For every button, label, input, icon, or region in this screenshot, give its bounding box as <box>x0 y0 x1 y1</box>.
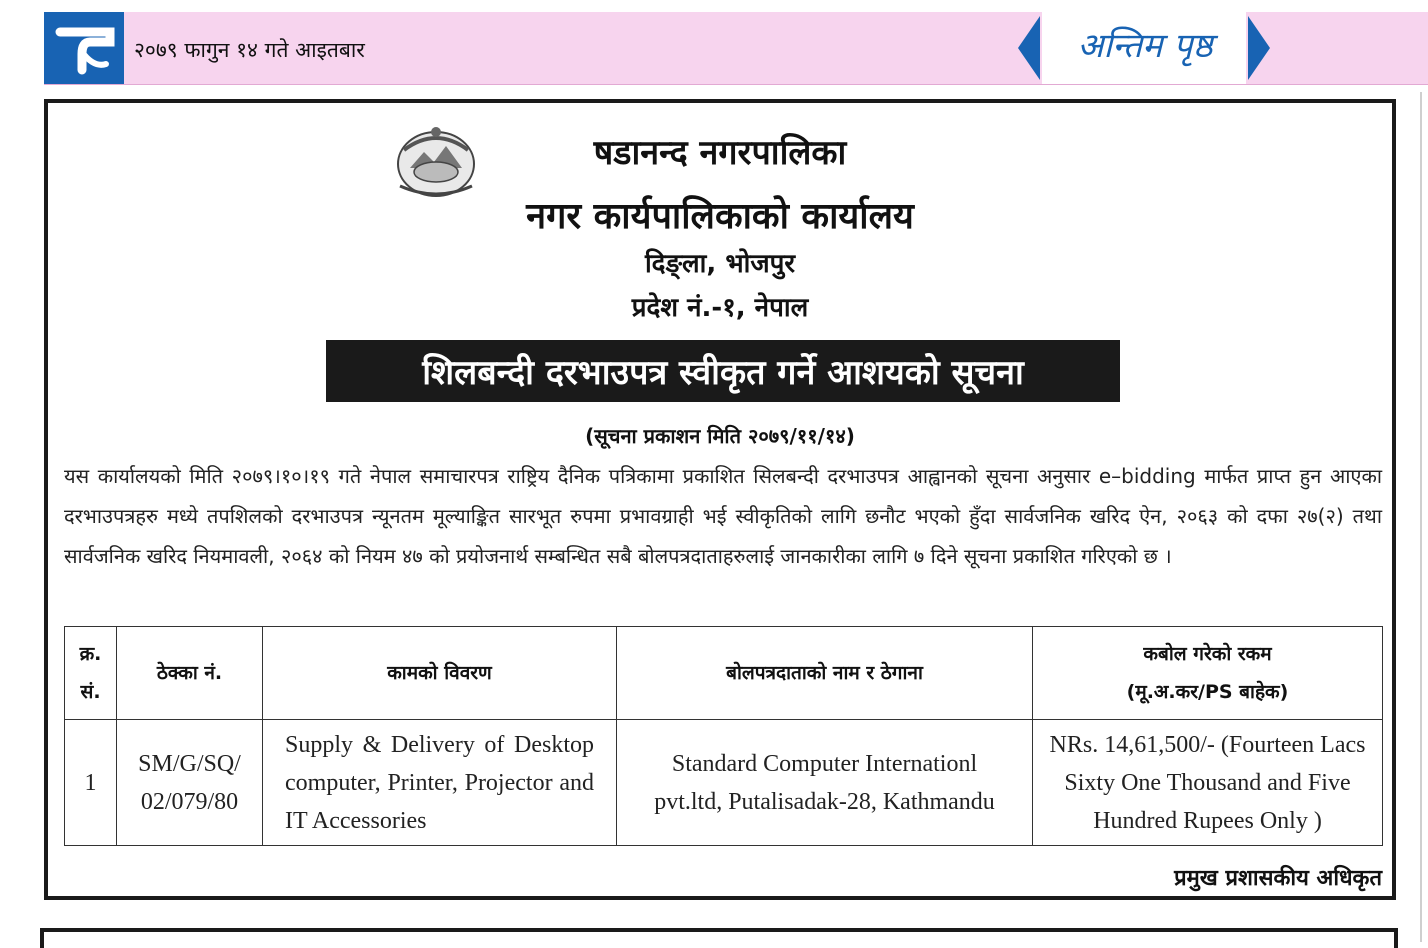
header-bidder: बोलपत्रदाताको नाम र ठेगाना <box>617 627 1033 720</box>
municipality-name: षडानन्द नगरपालिका <box>593 133 847 173</box>
cell-amount: NRs. 14,61,500/- (Fourteen Lacs Sixty One Thousand and Five Hundred Rupees Only ) <box>1033 720 1383 846</box>
column-rule <box>1420 92 1422 942</box>
table-row <box>65 720 1383 846</box>
header-work-description: कामको विवरण <box>263 627 617 720</box>
last-page-label: अन्तिम पृष्ठ <box>1077 26 1213 66</box>
cell-serial: 1 <box>65 720 117 846</box>
header-serial: क्र. सं. <box>65 627 117 720</box>
signature-title: प्रमुख प्रशासकीय अधिकृत <box>1174 866 1382 891</box>
header-amount: कबोल गरेको रकम (मू.अ.कर/PS बाहेक) <box>1033 627 1383 720</box>
header-date: २०७९ फागुन १४ गते आइतबार <box>134 38 365 62</box>
cell-work-description: Supply & Delivery of Desktop computer, Printer, Projector and IT Accessories <box>263 720 617 846</box>
next-notice-box <box>40 928 1398 948</box>
province: प्रदेश नं.-१, नेपाल <box>631 293 809 323</box>
cell-contract-no: SM/G/SQ/ 02/079/80 <box>117 720 263 846</box>
notice-body: यस कार्यालयको मिति २०७९।१०।१९ गते नेपाल समाचारपत्र राष्ट्रिय दैनिक पत्रिकामा प्रकाशित सिलबन्दी दरभाउपत्र आह्वानको सूचना अनुसार e–bidding मार्फत प्राप्त हुन आएका दरभाउपत्रहरु मध्ये तपशिलको दरभाउपत्र न्यूनतम मूल्याङ्कित सारभूत रुपमा प्रभावग्राही भई स्वीकृतिको लागि छनौट भएको हुँदा सार्वजनिक खरिद ऐन, २०६३ को दफा २७(२) तथा सार्वजनिक खरिद नियमावली, २०६४ को नियम ४७ को प्रयोजनार्थ सम्बन्धित सबै बोलपत्रदाताहरुलाई जानकारीका लागि ७ दिने सूचना प्रकाशित गरिएको छ । <box>64 464 1382 568</box>
award-table <box>64 626 1383 846</box>
notice-title <box>326 340 1120 402</box>
office-name: नगर कार्यपालिकाको कार्यालय <box>526 196 914 237</box>
header-contract-no: ठेक्का नं. <box>117 627 263 720</box>
table-header-row <box>65 627 1383 720</box>
publication-date: (सूचना प्रकाशन मिति २०७९/११/१४) <box>585 424 855 448</box>
newspaper-logo-icon <box>44 12 124 84</box>
office-location: दिङ्ला, भोजपुर <box>644 249 796 279</box>
notice-title-text: शिलबन्दी दरभाउपत्र स्वीकृत गर्ने आशयको सूचना <box>422 353 1024 393</box>
cell-bidder: Standard Computer Internationl pvt.ltd, Putalisadak-28, Kathmandu <box>617 720 1033 846</box>
